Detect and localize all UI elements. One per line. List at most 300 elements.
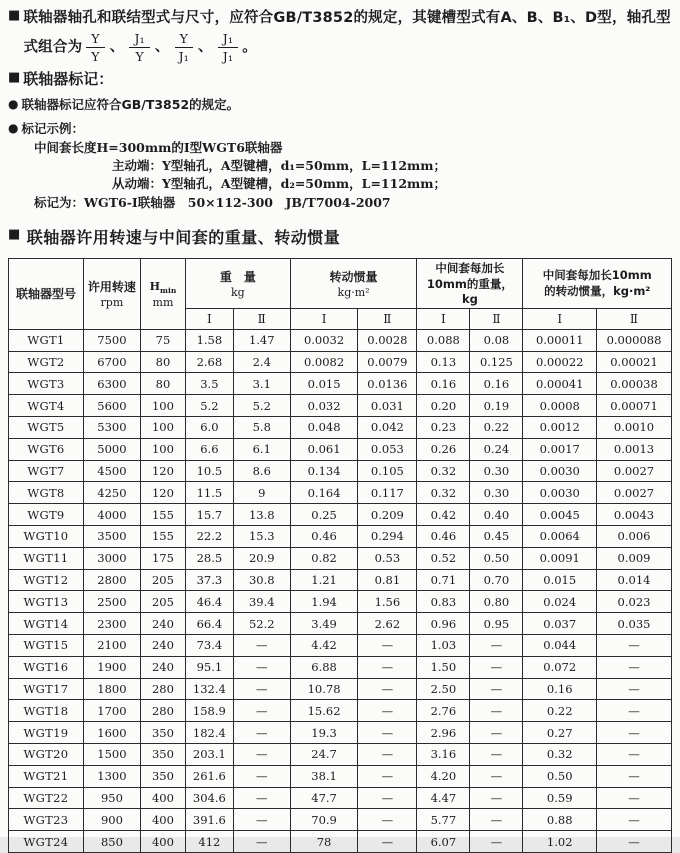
value-cell: 2.62 bbox=[358, 613, 417, 635]
col-group-ext-weight bbox=[417, 258, 523, 308]
value-cell: 0.032 bbox=[290, 395, 358, 417]
value-cell: 3.5 bbox=[186, 373, 234, 395]
subcol-weight-I: Ⅰ bbox=[186, 308, 234, 329]
value-cell: 0.009 bbox=[597, 547, 672, 569]
table-row bbox=[9, 743, 672, 765]
value-cell: 0.0010 bbox=[597, 417, 672, 439]
subcol-inertia-I: Ⅰ bbox=[290, 308, 358, 329]
value-cell: 0.88 bbox=[523, 809, 597, 831]
value-cell: — bbox=[470, 743, 523, 765]
value-cell: 100 bbox=[140, 395, 185, 417]
value-cell: — bbox=[358, 743, 417, 765]
model-cell: WGT10 bbox=[9, 526, 84, 548]
model-cell: WGT17 bbox=[9, 678, 84, 700]
bullet-circle-icon: ● bbox=[8, 121, 19, 136]
table-row bbox=[9, 395, 672, 417]
value-cell: 0.0032 bbox=[290, 329, 358, 351]
model-cell: WGT4 bbox=[9, 395, 84, 417]
value-cell: — bbox=[358, 700, 417, 722]
value-cell: 47.7 bbox=[290, 787, 358, 809]
value-cell: 15.7 bbox=[186, 504, 234, 526]
value-cell: 0.015 bbox=[290, 373, 358, 395]
value-cell: 4000 bbox=[83, 504, 140, 526]
value-cell: — bbox=[470, 831, 523, 853]
value-cell: 1.21 bbox=[290, 569, 358, 591]
value-cell: — bbox=[470, 678, 523, 700]
table-title bbox=[8, 225, 672, 248]
value-cell: 2.68 bbox=[186, 351, 234, 373]
col-header-hmin-label: $H_{min}$ bbox=[149, 279, 177, 295]
value-cell: 1.47 bbox=[233, 329, 290, 351]
subcol-ext-weight-I: Ⅰ bbox=[417, 308, 470, 329]
col-header-hmin-unit: mm bbox=[152, 295, 174, 309]
value-cell: — bbox=[358, 787, 417, 809]
value-cell: — bbox=[597, 831, 672, 853]
model-cell: WGT13 bbox=[9, 591, 84, 613]
value-cell: 0.044 bbox=[523, 634, 597, 656]
value-cell: 100 bbox=[140, 417, 185, 439]
value-cell: 0.00022 bbox=[523, 351, 597, 373]
value-cell: 900 bbox=[83, 809, 140, 831]
value-cell: 3.1 bbox=[233, 373, 290, 395]
value-cell: 3000 bbox=[83, 547, 140, 569]
table-row bbox=[9, 351, 672, 373]
value-cell: 20.9 bbox=[233, 547, 290, 569]
value-cell: — bbox=[470, 700, 523, 722]
value-cell: 30.8 bbox=[233, 569, 290, 591]
value-cell: 5000 bbox=[83, 438, 140, 460]
model-cell: WGT1 bbox=[9, 329, 84, 351]
value-cell: 0.22 bbox=[470, 417, 523, 439]
value-cell: — bbox=[233, 678, 290, 700]
marking-rule-bullet bbox=[8, 95, 672, 114]
value-cell: — bbox=[233, 809, 290, 831]
value-cell: 0.00021 bbox=[597, 351, 672, 373]
value-cell: 0.014 bbox=[597, 569, 672, 591]
value-cell: 15.62 bbox=[290, 700, 358, 722]
value-cell: 1.02 bbox=[523, 831, 597, 853]
value-cell: 9 bbox=[233, 482, 290, 504]
value-cell: 0.0045 bbox=[523, 504, 597, 526]
value-cell: — bbox=[233, 831, 290, 853]
value-cell: 6.6 bbox=[186, 438, 234, 460]
value-cell: 0.70 bbox=[470, 569, 523, 591]
value-cell: 0.006 bbox=[597, 526, 672, 548]
value-cell: 0.125 bbox=[470, 351, 523, 373]
value-cell: 0.81 bbox=[358, 569, 417, 591]
value-cell: 158.9 bbox=[186, 700, 234, 722]
value-cell: 66.4 bbox=[186, 613, 234, 635]
value-cell: 0.164 bbox=[290, 482, 358, 504]
value-cell: 0.0013 bbox=[597, 438, 672, 460]
table-row bbox=[9, 373, 672, 395]
value-cell: 0.117 bbox=[358, 482, 417, 504]
table-row bbox=[9, 809, 672, 831]
intro-text-before-fractions: 联轴器轴孔和联结型式与尺寸，应符合GB/T3852的规定，其键槽型式有A、B、B₁、D型，轴孔型式组合为 bbox=[23, 10, 671, 56]
table-header-group-row bbox=[9, 258, 672, 308]
value-cell: 0.25 bbox=[290, 504, 358, 526]
model-cell: WGT24 bbox=[9, 831, 84, 853]
value-cell: 203.1 bbox=[186, 743, 234, 765]
model-cell: WGT7 bbox=[9, 460, 84, 482]
table-row bbox=[9, 504, 672, 526]
value-cell: 0.105 bbox=[358, 460, 417, 482]
value-cell: — bbox=[358, 634, 417, 656]
value-cell: 3.16 bbox=[417, 743, 470, 765]
value-cell: 950 bbox=[83, 787, 140, 809]
value-cell: — bbox=[358, 678, 417, 700]
subcol-ext-weight-II: Ⅱ bbox=[470, 308, 523, 329]
value-cell: 240 bbox=[140, 634, 185, 656]
table-header bbox=[9, 258, 672, 329]
value-cell: 0.32 bbox=[417, 482, 470, 504]
subcol-ext-inertia-I: Ⅰ bbox=[523, 308, 597, 329]
value-cell: 182.4 bbox=[186, 722, 234, 744]
value-cell: — bbox=[470, 765, 523, 787]
table-row bbox=[9, 613, 672, 635]
value-cell: 0.0064 bbox=[523, 526, 597, 548]
value-cell: 0.53 bbox=[358, 547, 417, 569]
value-cell: 0.22 bbox=[523, 700, 597, 722]
table-row bbox=[9, 569, 672, 591]
value-cell: 6.88 bbox=[290, 656, 358, 678]
table-row bbox=[9, 438, 672, 460]
value-cell: 0.59 bbox=[523, 787, 597, 809]
value-cell: 0.0030 bbox=[523, 482, 597, 504]
value-cell: 4.20 bbox=[417, 765, 470, 787]
value-cell: 0.16 bbox=[470, 373, 523, 395]
value-cell: 0.82 bbox=[290, 547, 358, 569]
col-group-ext-weight-line2: 10mm的重量，kg bbox=[426, 277, 513, 307]
subcol-ext-inertia-II: Ⅱ bbox=[597, 308, 672, 329]
value-cell: 0.40 bbox=[470, 504, 523, 526]
col-header-model-label: 联轴器型号 bbox=[15, 287, 76, 302]
marking-example-label: 标记示例： bbox=[21, 121, 84, 137]
model-cell: WGT19 bbox=[9, 722, 84, 744]
value-cell: — bbox=[358, 656, 417, 678]
value-cell: 155 bbox=[140, 526, 185, 548]
model-cell: WGT22 bbox=[9, 787, 84, 809]
table-row bbox=[9, 634, 672, 656]
value-cell: 0.294 bbox=[358, 526, 417, 548]
value-cell: 28.5 bbox=[186, 547, 234, 569]
value-cell: — bbox=[597, 700, 672, 722]
value-cell: 1300 bbox=[83, 765, 140, 787]
intro-text-after-fractions: 。 bbox=[242, 39, 257, 56]
value-cell: 22.2 bbox=[186, 526, 234, 548]
value-cell: 120 bbox=[140, 482, 185, 504]
value-cell: 0.0012 bbox=[523, 417, 597, 439]
value-cell: 0.00011 bbox=[523, 329, 597, 351]
value-cell: 0.023 bbox=[597, 591, 672, 613]
value-cell: 400 bbox=[140, 787, 185, 809]
value-cell: 0.00041 bbox=[523, 373, 597, 395]
table-title-text: 联轴器许用转速与中间套的重量、转动惯量 bbox=[26, 227, 341, 247]
value-cell: 7500 bbox=[83, 329, 140, 351]
table-row bbox=[9, 787, 672, 809]
value-cell: 0.000088 bbox=[597, 329, 672, 351]
fraction-separator: 、 bbox=[154, 39, 170, 56]
value-cell: 2100 bbox=[83, 634, 140, 656]
value-cell: 6700 bbox=[83, 351, 140, 373]
value-cell: 350 bbox=[140, 722, 185, 744]
shaft-hole-fraction: $\frac{\text{J₁}}{Y}$ bbox=[129, 31, 149, 64]
table-row bbox=[9, 656, 672, 678]
value-cell: 280 bbox=[140, 678, 185, 700]
value-cell: 155 bbox=[140, 504, 185, 526]
value-cell: 0.50 bbox=[470, 547, 523, 569]
value-cell: — bbox=[597, 765, 672, 787]
value-cell: — bbox=[597, 656, 672, 678]
value-cell: 0.072 bbox=[523, 656, 597, 678]
value-cell: — bbox=[233, 743, 290, 765]
value-cell: 0.0017 bbox=[523, 438, 597, 460]
value-cell: 240 bbox=[140, 613, 185, 635]
value-cell: 1900 bbox=[83, 656, 140, 678]
value-cell: 5600 bbox=[83, 395, 140, 417]
value-cell: 0.0028 bbox=[358, 329, 417, 351]
value-cell: 5.77 bbox=[417, 809, 470, 831]
value-cell: 175 bbox=[140, 547, 185, 569]
col-group-ext-inertia bbox=[523, 258, 672, 308]
table-row bbox=[9, 591, 672, 613]
value-cell: 1.94 bbox=[290, 591, 358, 613]
value-cell: 4.47 bbox=[417, 787, 470, 809]
value-cell: 2800 bbox=[83, 569, 140, 591]
example-line-designation: 标记为：WGT6-Ⅰ联轴器 50×112-300 JB/T7004-2007 bbox=[34, 194, 391, 210]
value-cell: 0.0079 bbox=[358, 351, 417, 373]
value-cell: 6300 bbox=[83, 373, 140, 395]
value-cell: 2.76 bbox=[417, 700, 470, 722]
value-cell: 73.4 bbox=[186, 634, 234, 656]
value-cell: 3.49 bbox=[290, 613, 358, 635]
model-cell: WGT15 bbox=[9, 634, 84, 656]
value-cell: 39.4 bbox=[233, 591, 290, 613]
table-row bbox=[9, 460, 672, 482]
value-cell: 0.0030 bbox=[523, 460, 597, 482]
value-cell: 1.03 bbox=[417, 634, 470, 656]
value-cell: 0.209 bbox=[358, 504, 417, 526]
model-cell: WGT16 bbox=[9, 656, 84, 678]
value-cell: 0.061 bbox=[290, 438, 358, 460]
value-cell: — bbox=[470, 634, 523, 656]
value-cell: 0.13 bbox=[417, 351, 470, 373]
value-cell: 0.00038 bbox=[597, 373, 672, 395]
value-cell: 78 bbox=[290, 831, 358, 853]
value-cell: 400 bbox=[140, 809, 185, 831]
value-cell: 1.56 bbox=[358, 591, 417, 613]
value-cell: 0.46 bbox=[290, 526, 358, 548]
fraction-separator: 、 bbox=[109, 39, 125, 56]
model-cell: WGT2 bbox=[9, 351, 84, 373]
table-row bbox=[9, 417, 672, 439]
value-cell: 120 bbox=[140, 460, 185, 482]
value-cell: 0.95 bbox=[470, 613, 523, 635]
value-cell: 15.3 bbox=[233, 526, 290, 548]
value-cell: 0.24 bbox=[470, 438, 523, 460]
value-cell: 19.3 bbox=[290, 722, 358, 744]
shaft-hole-combinations bbox=[82, 30, 242, 64]
col-group-weight-label: 重 量 bbox=[219, 269, 256, 284]
col-group-weight-unit: kg bbox=[231, 285, 245, 299]
marking-heading-text: 联轴器标记： bbox=[23, 69, 114, 88]
model-cell: WGT23 bbox=[9, 809, 84, 831]
col-group-ext-inertia-line1: 中间套每加长10mm bbox=[542, 268, 652, 283]
value-cell: 205 bbox=[140, 569, 185, 591]
value-cell: 2.96 bbox=[417, 722, 470, 744]
value-cell: 0.0027 bbox=[597, 482, 672, 504]
value-cell: 70.9 bbox=[290, 809, 358, 831]
shaft-hole-fraction: $\frac{Y}{\text{J₁}}$ bbox=[175, 31, 193, 64]
table-row bbox=[9, 329, 672, 351]
value-cell: — bbox=[470, 722, 523, 744]
table-row bbox=[9, 678, 672, 700]
table-row bbox=[9, 722, 672, 744]
subcol-weight-II: Ⅱ bbox=[233, 308, 290, 329]
value-cell: 4.42 bbox=[290, 634, 358, 656]
section-square-icon: ■ bbox=[8, 226, 21, 242]
table-row bbox=[9, 526, 672, 548]
value-cell: 304.6 bbox=[186, 787, 234, 809]
model-cell: WGT18 bbox=[9, 700, 84, 722]
value-cell: 46.4 bbox=[186, 591, 234, 613]
value-cell: 3500 bbox=[83, 526, 140, 548]
value-cell: 75 bbox=[140, 329, 185, 351]
value-cell: 0.031 bbox=[358, 395, 417, 417]
value-cell: 0.20 bbox=[417, 395, 470, 417]
model-cell: WGT14 bbox=[9, 613, 84, 635]
table-row bbox=[9, 765, 672, 787]
value-cell: 0.96 bbox=[417, 613, 470, 635]
value-cell: — bbox=[597, 634, 672, 656]
shaft-hole-fraction: $\frac{Y}{Y}$ bbox=[86, 31, 104, 64]
table-row bbox=[9, 482, 672, 504]
marking-example-block bbox=[8, 140, 672, 211]
value-cell: 0.32 bbox=[523, 743, 597, 765]
value-cell: 0.042 bbox=[358, 417, 417, 439]
value-cell: 0.00071 bbox=[597, 395, 672, 417]
value-cell: 1500 bbox=[83, 743, 140, 765]
value-cell: — bbox=[233, 656, 290, 678]
col-group-inertia-unit: kg·m² bbox=[337, 285, 370, 299]
value-cell: — bbox=[470, 656, 523, 678]
value-cell: 0.0027 bbox=[597, 460, 672, 482]
value-cell: 0.50 bbox=[523, 765, 597, 787]
value-cell: 5.2 bbox=[186, 395, 234, 417]
col-header-hmin bbox=[140, 258, 185, 329]
table-body bbox=[9, 329, 672, 852]
fraction-separator: 、 bbox=[198, 39, 213, 56]
value-cell: 0.83 bbox=[417, 591, 470, 613]
col-group-ext-weight-line1: 中间套每加长 bbox=[435, 261, 505, 276]
marking-rule-text: 联轴器标记应符合GB/T3852的规定。 bbox=[21, 96, 240, 112]
col-group-inertia bbox=[290, 258, 417, 308]
model-cell: WGT8 bbox=[9, 482, 84, 504]
value-cell: — bbox=[358, 831, 417, 853]
value-cell: 0.52 bbox=[417, 547, 470, 569]
value-cell: 0.0091 bbox=[523, 547, 597, 569]
value-cell: — bbox=[358, 765, 417, 787]
value-cell: — bbox=[233, 722, 290, 744]
section-square-icon: ■ bbox=[8, 8, 21, 23]
intro-paragraph bbox=[8, 6, 672, 64]
value-cell: 0.037 bbox=[523, 613, 597, 635]
value-cell: 38.1 bbox=[290, 765, 358, 787]
marking-section-heading bbox=[8, 68, 672, 89]
col-header-speed-label: 许用转速 bbox=[87, 280, 136, 295]
value-cell: 0.26 bbox=[417, 438, 470, 460]
value-cell: 0.053 bbox=[358, 438, 417, 460]
value-cell: 0.088 bbox=[417, 329, 470, 351]
value-cell: 80 bbox=[140, 373, 185, 395]
value-cell: 8.6 bbox=[233, 460, 290, 482]
value-cell: 0.0008 bbox=[523, 395, 597, 417]
example-line-driven-end: 从动端：Y型轴孔，A型键槽，d₂=50mm，L=112mm； bbox=[112, 176, 446, 192]
model-cell: WGT9 bbox=[9, 504, 84, 526]
marking-example-bullet bbox=[8, 119, 672, 138]
value-cell: 0.23 bbox=[417, 417, 470, 439]
value-cell: 0.42 bbox=[417, 504, 470, 526]
value-cell: 1700 bbox=[83, 700, 140, 722]
value-cell: 5.2 bbox=[233, 395, 290, 417]
value-cell: 261.6 bbox=[186, 765, 234, 787]
value-cell: 400 bbox=[140, 831, 185, 853]
value-cell: 1.58 bbox=[186, 329, 234, 351]
value-cell: 5300 bbox=[83, 417, 140, 439]
value-cell: 1.50 bbox=[417, 656, 470, 678]
value-cell: 0.46 bbox=[417, 526, 470, 548]
value-cell: 4500 bbox=[83, 460, 140, 482]
model-cell: WGT21 bbox=[9, 765, 84, 787]
value-cell: 850 bbox=[83, 831, 140, 853]
value-cell: 0.0082 bbox=[290, 351, 358, 373]
value-cell: 0.015 bbox=[523, 569, 597, 591]
value-cell: 0.035 bbox=[597, 613, 672, 635]
value-cell: 0.024 bbox=[523, 591, 597, 613]
col-header-speed bbox=[83, 258, 140, 329]
value-cell: 412 bbox=[186, 831, 234, 853]
value-cell: 0.30 bbox=[470, 482, 523, 504]
value-cell: — bbox=[233, 787, 290, 809]
value-cell: 240 bbox=[140, 656, 185, 678]
value-cell: 0.0043 bbox=[597, 504, 672, 526]
value-cell: — bbox=[358, 722, 417, 744]
value-cell: 0.71 bbox=[417, 569, 470, 591]
col-group-weight bbox=[186, 258, 291, 308]
subcol-inertia-II: Ⅱ bbox=[358, 308, 417, 329]
example-line-sleeve: 中间套长度H=300mm的Ⅰ型WGT6联轴器 bbox=[34, 139, 283, 155]
value-cell: 6.07 bbox=[417, 831, 470, 853]
col-group-inertia-label: 转动惯量 bbox=[329, 269, 378, 284]
value-cell: — bbox=[233, 765, 290, 787]
col-header-speed-unit: rpm bbox=[100, 296, 124, 310]
value-cell: 1600 bbox=[83, 722, 140, 744]
value-cell: 13.8 bbox=[233, 504, 290, 526]
value-cell: 350 bbox=[140, 743, 185, 765]
value-cell: — bbox=[597, 722, 672, 744]
value-cell: 95.1 bbox=[186, 656, 234, 678]
value-cell: 0.16 bbox=[523, 678, 597, 700]
bullet-circle-icon: ● bbox=[8, 96, 19, 111]
value-cell: 0.80 bbox=[470, 591, 523, 613]
table-row bbox=[9, 547, 672, 569]
section-square-icon: ■ bbox=[8, 69, 21, 85]
model-cell: WGT11 bbox=[9, 547, 84, 569]
value-cell: 350 bbox=[140, 765, 185, 787]
table-row bbox=[9, 700, 672, 722]
value-cell: 5.8 bbox=[233, 417, 290, 439]
value-cell: 10.78 bbox=[290, 678, 358, 700]
